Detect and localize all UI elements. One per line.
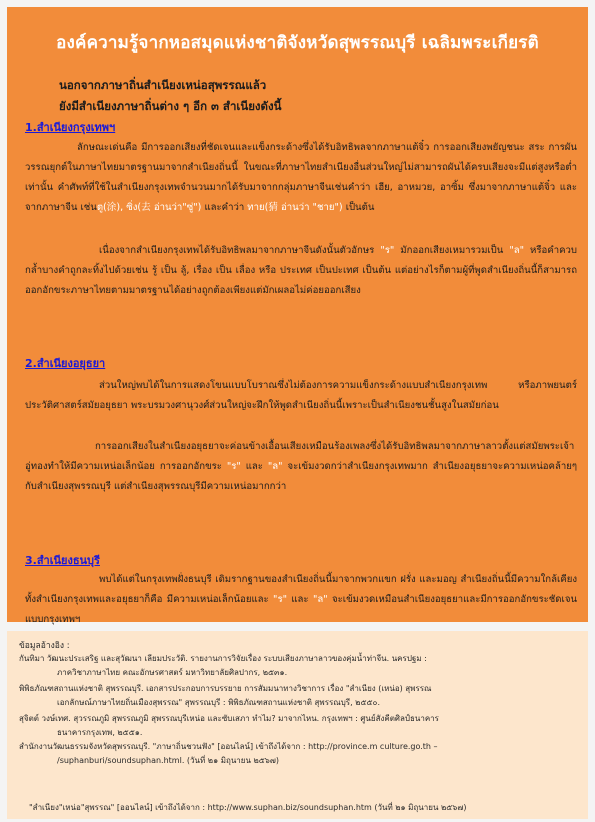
- subtitle-line-1: นอกจากภาษาถิ่นสำเนียงเหน่อสุพรรณแล้ว: [59, 78, 267, 92]
- text: เป็นต้น: [342, 202, 375, 213]
- text: เนื่องจากสำเนียงกรุงเทพได้รับอิทธิพลมาจากภาษาจีนดังนั้นตัวอักษร: [99, 245, 381, 256]
- main-panel: [7, 7, 588, 625]
- reference-line: ภาควิชาภาษาไทย คณะอักษรศาสตร์ มหาวิทยาลัยศิลปากร, ๒๕๓๑.: [57, 668, 288, 677]
- references-title: ข้อมูลอ้างอิง :: [19, 641, 70, 651]
- ayutthaya-paragraph-2: [25, 437, 577, 497]
- text: การออกเสียงในสำเนียงอยุธยาจะค่อนข้างเอื้อนเสียงเหมือนร้องเพลงซึ่งได้รับอิทธิพลมาจากภาษาลาวตั้งแต่สมัยพระเจ้าอู่ทองทำให้มีความเหน่อเล็กน้อย การออกอักขระ: [25, 441, 575, 472]
- highlight-text: "ร": [273, 594, 288, 605]
- poster-title: องค์ความรู้จากหอสมุดแห่งชาติจังหวัดสุพรรณบุรี เฉลิมพระเกียรติ: [56, 33, 539, 53]
- subtitle-line-2: ยังมีสำเนียงภาษาถิ่นต่าง ๆ อีก ๓ สำเนียงดังนี้: [59, 99, 282, 113]
- reference-line: "สำเนียง"เหน่อ"สุพรรณ" [ออนไลน์] เข้าถึงได้จาก : http://www.suphan.biz/soundsuphan.htm (วันที่ ๒๑ มิถุนายน ๒๕๖๗): [29, 803, 467, 812]
- reference-item: [19, 712, 579, 740]
- reference-line: กันทิมา วัฒนะประเสริฐ และสุวัฒนา เลียมประวัติ. รายงานการวิจัยเรื่อง ระบบเสียงภาษาลาวของคุ่มน้ำท่าจีน. นครปฐม :: [19, 654, 427, 663]
- bangkok-paragraph-2: [25, 241, 577, 301]
- section-heading-bangkok: 1.สำเนียงกรุงเทพฯ: [25, 121, 116, 134]
- section-heading-ayutthaya: 2.สำเนียงอยุธยา: [25, 357, 106, 370]
- text: จะเข้มงวดเหมือนสำเนียงอยุธยาและมีการออกอักขระชัดเจนแบบกรุงเทพฯ: [25, 594, 578, 625]
- reference-item: [19, 652, 579, 680]
- highlight-text: ทาย(猜 อ่านว่า "ชาย"): [247, 202, 343, 213]
- highlight-text: "ร": [226, 461, 241, 472]
- reference-line: /suphanburi/soundsuphan.html. (วันที่ ๒๑ มิถุนายน ๒๕๖๗): [57, 756, 280, 765]
- reference-line: สำนักงานวัฒนธรรมจังหวัดสุพรรณบุรี. "ภาษาถิ่นชวนฟัง" [ออนไลน์] เข้าถึงได้จาก : http://province.m culture.go.th –: [19, 742, 438, 751]
- text: และคำว่า: [201, 202, 248, 213]
- text: หรือคำควบกล้ำบางคำถูกละทิ้งไปด้วยเช่น รู้ เป็น ลู้, เรื่อง เป็น เลื่อง หรือ ประเทศ เป็นปะเทศ เป็นต้น แต่อย่างไรก็ตามผู้ที่พูดสำเนียงถิ่นนี้ก็สามารถออกอักขระภาษาไทยตามมาตรฐานได้อย่างถูกต้องเพียงแต่มักเผลอไม่ค่อยออกเสียง: [25, 245, 577, 296]
- reference-line: เอกลักษณ์ภาษาไทยถิ่นเมืองสุพรรณ" สุพรรณบุรี : พิพิธภัณฑสถานแห่งชาติ สุพรรณบุรี, ๒๕๕๐.: [57, 698, 380, 707]
- reference-line: พิพิธภัณฑสถานแห่งชาติ สุพรรณบุรี. เอกสารประกอบการบรรยาย การสัมมนาทางวิชาการ เรื่อง "สำเนียง (เหน่อ) สุพรรณ: [19, 684, 432, 693]
- text: และ: [287, 594, 313, 605]
- section-heading-thonburi: 3.สำเนียงธนบุรี: [25, 554, 100, 567]
- text: พบได้แต่ในกรุงเทพฝั่งธนบุรี เดิมรากฐานของสำเนียงถิ่นนี้มาจากพวกแขก ฝรั่ง และมอญ สำเนียงถิ่นนี้มีความใกล้เคียงทั้งสำเนียงกรุงเทพและอยุธยาก็คือ มีความเหน่อเล็กน้อยและ: [25, 574, 577, 605]
- highlight-text: "ล": [312, 594, 328, 605]
- highlight-text: "ร": [380, 245, 395, 256]
- highlight-text: "ล": [267, 461, 283, 472]
- references-panel: [7, 631, 588, 819]
- highlight-text: "ล": [509, 245, 525, 256]
- reference-item: [19, 740, 579, 768]
- text: จะเข้มงวดกว่าสำเนียงกรุงเทพมาก สำเนียงอยุธยาจะความเหน่อคล้ายๆ กับสำเนียงสุพรรณบุรี แต่สำเนียงสุพรรณบุรีมีความเหน่อมากกว่า: [25, 461, 578, 492]
- text: มักออกเสียงเหมารวมเป็น: [394, 245, 510, 256]
- reference-line: ธนาคารกรุงเทพ, ๒๕๕๑.: [57, 728, 143, 737]
- text: ลักษณะเด่นคือ มีการออกเสียงที่ชัดเจนและแข็งกระด้างซึ่งได้รับอิทธิพลจากภาษาแต้จิ๋ว การออกเสียงพยัญชนะ สระ การผันวรรณยุกต์ในภาษาไทยมาตรฐานมาจากสำเนียงถิ่นนี้ ในขณะที่ภาษาไทยสำเนียงอื่นส่วนใหญ่ไม่สามารถผันได้ครบเสียงจะมีแต่สูงหรือต่ำเท่านั้น คำศัพท์ที่ใช้ในสำเนียงกรุงเทพจำนวนมากได้รับมาจากกลุ่มภาษาจีนเช่นคำว่า เฮีย, อาหมวย, อาซิ้ม ซึ่งมาจากภาษาแต้จิ๋ว และจากภาษาจีน เช่น: [25, 142, 577, 213]
- text: และ: [240, 461, 268, 472]
- ayutthaya-paragraph-1: ส่วนใหญ่พบได้ในการแสดงโขนแบบโบราณซึ่งไม่ต้องการความแข็งกระด้างแบบสำเนียงกรุงเทพ หรือภาพยนตร์ประวัติศาสตร์สมัยอยุธยา พระบรมวงศานุวงศ์ส่วนใหญ่จะฝึกให้พูดสำเนียงถิ่นนี้เพราะเป็นสำเนียงชนชั้นสูงในสมัยก่อน: [25, 380, 577, 411]
- reference-item: [29, 801, 589, 815]
- reference-item: [19, 682, 579, 710]
- thonburi-paragraph-1: [25, 570, 577, 630]
- reference-line: สุจิตต์ วงษ์เทศ. สุวรรณภูมิ สุพรรณภูมิ สุพรรณบุรีเหน่อ และซับเสภา ทำไม? มาจากไหน. กรุงเทพฯ : ศูนย์สังคีตศิลป์ธนาคาร: [19, 714, 439, 723]
- highlight-text: ตู(涂), ซิ่ง(去 อ่านว่า"ซู่"): [96, 202, 202, 213]
- bangkok-paragraph-1: [25, 138, 577, 218]
